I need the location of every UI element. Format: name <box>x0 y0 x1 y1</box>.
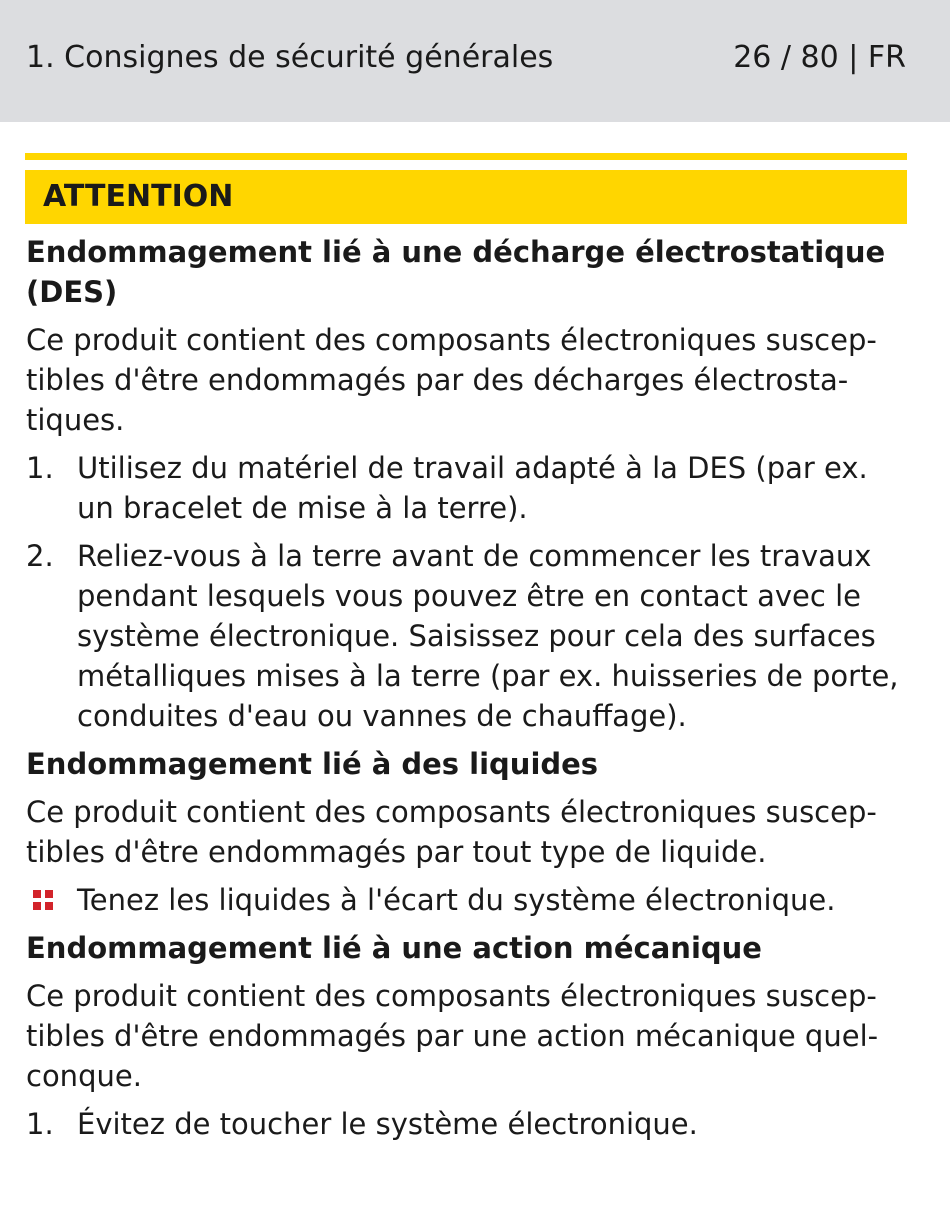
section-title: 1. Consignes de sécurité générales <box>26 40 554 75</box>
step-text: Utilisez du matériel de travail adapté à la DES (par ex. un bracelet de mise à la terre). <box>77 451 868 525</box>
liquid-description: Ce produit contient des composants électroniques susceptibles d'être endommagés par tout type de liquide. <box>26 795 877 869</box>
list-item <box>26 1104 908 1144</box>
page-header <box>0 0 950 122</box>
mechanical-description: Ce produit contient des composants électroniques susceptibles d'être endommagés par une action mécanique quelconque. <box>26 979 879 1093</box>
step-number: 1. <box>26 451 54 485</box>
notice-content <box>26 232 908 1152</box>
attention-label: ATTENTION <box>43 179 234 214</box>
notice-top-rule <box>25 153 907 160</box>
heading-esd-damage: Endommagement lié à une décharge électrostatique (DES) <box>26 235 886 309</box>
red-square-grid-icon <box>33 890 53 910</box>
esd-description: Ce produit contient des composants électroniques susceptibles d'être endommagés par des décharges électrostatiques. <box>26 323 877 437</box>
list-item <box>26 448 908 528</box>
step-number: 1. <box>26 1107 54 1141</box>
step-text: Évitez de toucher le système électronique. <box>77 1107 698 1141</box>
bullet-text: Tenez les liquides à l'écart du système électronique. <box>77 883 836 917</box>
step-text: Reliez-vous à la terre avant de commencer les travaux pendant lesquels vous pouvez être en contact avec le système électronique. Saisissez pour cela des surfaces métalliques mises à la terre (par ex. huisseries de porte, conduites d'eau ou vannes de chauffage). <box>77 539 899 733</box>
attention-banner <box>25 170 907 224</box>
heading-mechanical-damage: Endommagement lié à une action mécanique <box>26 931 762 965</box>
step-number: 2. <box>26 539 54 573</box>
page-indicator: 26 / 80 | FR <box>733 40 906 75</box>
heading-liquid-damage: Endommagement lié à des liquides <box>26 747 599 781</box>
list-item <box>26 536 908 736</box>
list-item <box>26 880 908 920</box>
